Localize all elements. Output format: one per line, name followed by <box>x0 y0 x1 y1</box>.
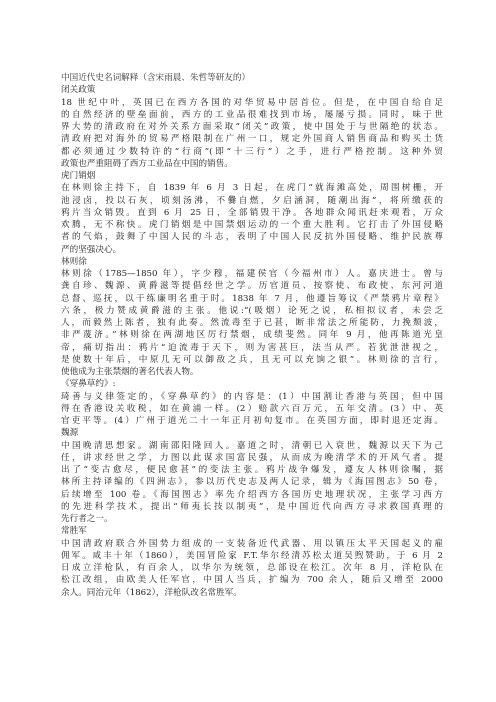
text-line: 池浸卤，投以石灰，顷刻汤沸，不爨自燃，夕启涵洞，随潮出海”，将所缴获的 <box>61 195 443 206</box>
text-line: 总督、巡抚，以干练廉明名重于时。1838 年 7 月，他遵旨筹议《严禁鸦片章程》 <box>61 293 443 304</box>
text-line: 严的坚强决心。 <box>61 244 122 255</box>
text-line: 虎门销烟 <box>61 171 96 181</box>
text-line: 的自然经济的壁垒面前，西方的工业品很难找到市场，屡屡亏损。同时，味于世 <box>61 109 443 120</box>
text-line: 18 世纪中叶，英国已在西方各国的对华贸易中居首位。但是，在中国自给自足 <box>61 97 443 108</box>
document-body <box>61 72 443 599</box>
text-line: 《穿鼻草约》: <box>61 379 116 390</box>
text-line: 是使数十年后，中原几无可以御敌之兵，且无可以充饷之银”。林则徐的言行， <box>61 354 443 365</box>
text-line: 中国清政府联合外国势力组成的一支装备近代武器、用以镇压太平天国起义的雇 <box>61 538 443 549</box>
text-line: 的先进科学技术，提出“师夷长技以制夷”，是中国近代向西方寻求救国真理的 <box>61 501 443 512</box>
text-line: 人，而毅然上陈者，独有此奏。然流毒至于已甚，断非常法之所能防，力挽颓波， <box>61 318 443 328</box>
text-line: 欢腾，无不称快。虎门销烟是中国禁烟运动的一个重大胜利。它打击了外国侵略 <box>61 220 443 230</box>
text-line: 先行者之一。 <box>61 514 113 524</box>
text-line: 中国晚清思想家。湖南邵阳隆回人。嘉道之时，清朝已入衰世，魏源以天下为己 <box>61 440 443 451</box>
text-line: 者的气焰，鼓舞了中国人民的斗志，表明了中国人民反抗外国侵略、维护民族尊 <box>61 232 443 243</box>
text-line: 林则徐 <box>61 256 87 267</box>
text-line: 六条，极力赞成黄爵滋的主张。他说:“(吸烟）论死之说，私相拟议者，未尝乏 <box>61 305 443 316</box>
text-line: 常胜军 <box>61 526 87 537</box>
text-line: 得在香港设关收税，如在黄浦一样。(2）赔款六百万元，五年交清。(3）中、英 <box>61 403 443 414</box>
text-line: 都必须通过少数特许的“行商”(即“十三行”）之手，进行严格控制。这种外贸 <box>61 146 443 157</box>
text-line: 龚自珍、魏源、黄爵滋等提倡经世之学。历官道员、按察使、布政使、东河河道 <box>61 281 443 292</box>
text-line: 界大势的清政府在对外关系方面采取“闭关”政策，使中国处于与世隔绝的状态。 <box>61 122 443 132</box>
text-line: 使他成为主张禁烟的著名代表人物。 <box>61 367 199 377</box>
text-line: 鸦片当众销毁。直到 6 月 25 日，全部销毁干净。各地群众闻讯赶来观看，万众 <box>61 207 443 218</box>
text-line: 非严蔑济。”林则徐在两湖地区厉行禁烟，成绩斐然。同年 9 月，他再陈道光皇 <box>61 330 443 341</box>
text-line: 出了“变古愈尽，便民愈甚”的变法主张。鸦片战争爆发，遵友人林则徐嘱，据 <box>61 465 443 475</box>
text-line: 林所主持译编的《四洲志》，参以历代史志及两人记录，辑为《海国图志》50 卷， <box>61 477 443 488</box>
text-line: 在林则徐主持下，自 1839 年 6 月 3 日起，在虎门“就海滩高处，周围树栅，开 <box>61 183 443 194</box>
text-line: 松江改组，由欧美人任军官，中国人当兵，扩编为 700 余人，随后又增至 2000 <box>61 575 443 586</box>
text-line: 政策也严重阻碍了西方工业品在中国的销售。 <box>61 158 233 169</box>
document-title: 中国近代史名词解释（含宋雨晨、朱哲等研友的） <box>61 73 251 83</box>
text-line: 日成立洋枪队，有百余人，以华尔为统领，总部设在松江。次年 8 月，洋枪队在 <box>61 563 443 573</box>
text-line: 后续增至 100 卷。《海国图志》率先介绍西方各国历史地理状况，主张学习西方 <box>61 489 443 500</box>
text-line: 闭关政策 <box>61 85 96 96</box>
text-line: 琦善与义律签定的，《穿鼻草约》的内容是：(1）中国割让香港与英国，但中国 <box>61 391 443 402</box>
text-line: 官吏平等。(4）广州于道光二十一年正月初旬复市。在英国方面，即时退还定海。 <box>61 416 443 426</box>
text-line: 清政府把对海外的贸易严格限制在广州一口，规定外国商人销售商品和购买土货 <box>61 134 443 145</box>
text-line: 任，讲求经世之学，力图以此谋求国富民强，从而成为晚清学术的开风气者。提 <box>61 452 443 463</box>
text-line: 佣军。咸丰十年（1860），美国冒险家 F.T.华尔经清苏松太道吴煦赞助，于 6 月 2 <box>61 550 443 561</box>
text-line: 帝，痛切指出：鸦片“迫流毒于天下，则为害甚巨，法当从严。若犹泄泄视之， <box>61 342 443 353</box>
text-line: 魏源 <box>61 428 79 439</box>
text-line: 余人。同治元年（1862），洋枪队改名常胜军。 <box>61 587 242 598</box>
text-line: 林则徐（1785—1850 年），字少穆，福建侯官（今福州市）人。嘉庆进士。曾与 <box>61 269 443 279</box>
